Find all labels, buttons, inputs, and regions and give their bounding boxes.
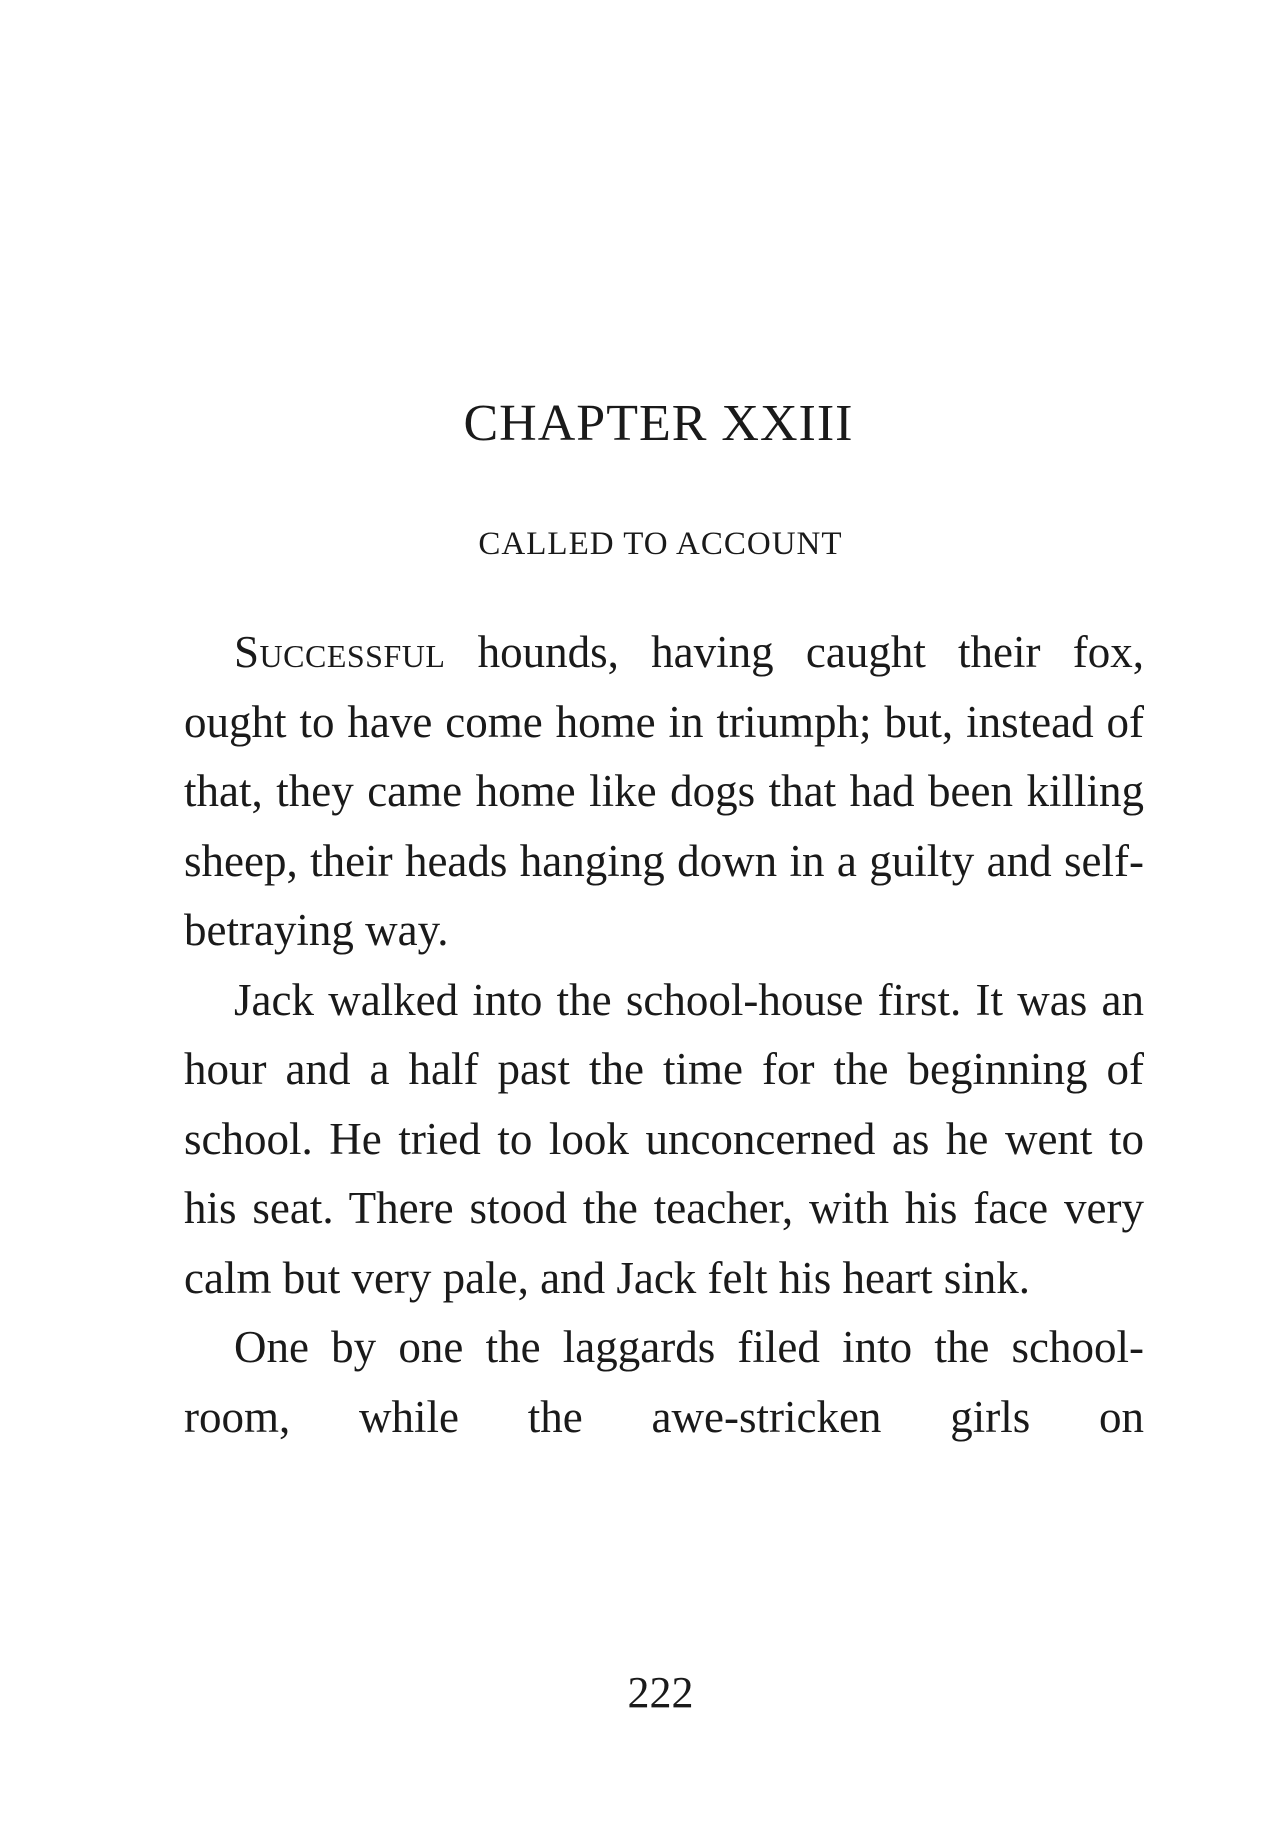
body-text <box>184 618 1144 1452</box>
paragraph-1-lead: Successful <box>234 627 446 677</box>
page-number: 222 <box>627 1668 694 1717</box>
paragraph-1 <box>184 618 1144 966</box>
chapter-title: CALLED TO ACCOUNT <box>478 526 843 562</box>
paragraph-3: One by one the laggards filed into the school-room, while the awe-stricken girls on <box>184 1322 1144 1442</box>
chapter-heading: CHAPTER XXIII <box>463 395 854 452</box>
paragraph-1-rest: hounds, having caught their fox, ought to have come home in triumph; but, instead of that, they came home like dogs that had been killing sheep, their heads hanging down in a guilty and self-betraying way. <box>184 627 1144 955</box>
paragraph-2: Jack walked into the school-house first. It was an hour and a half past the time for the beginning of school. He tried to look unconcerned as he went to his seat. There stood the teacher, with his face very calm but very pale, and Jack felt his heart sink. <box>184 974 1144 1303</box>
